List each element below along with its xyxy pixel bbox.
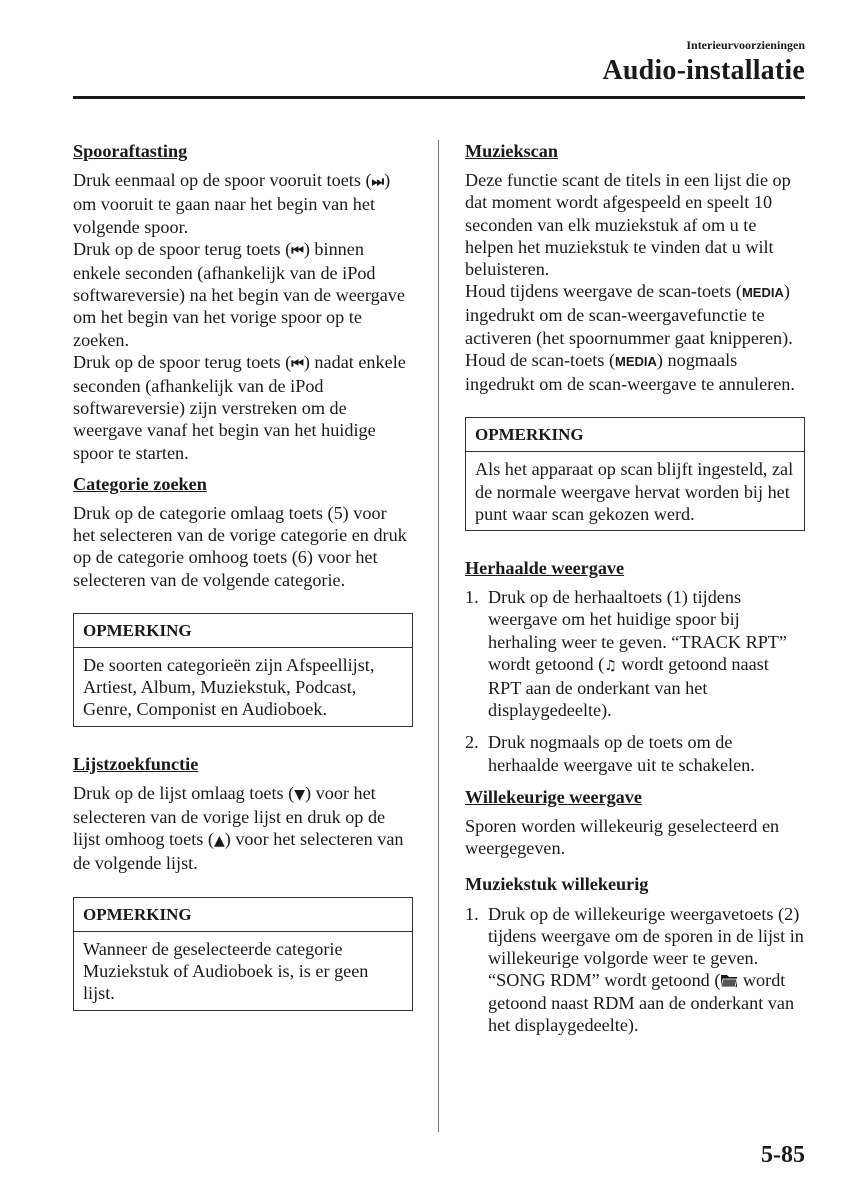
list-item: 2. Druk nogmaals op de toets om de herhaalde weergave uit te schakelen. — [465, 732, 755, 775]
paragraph: Sporen worden willekeurig geselecteerd en weergegeven. — [465, 816, 780, 859]
section-lijstzoekfunctie — [73, 753, 413, 875]
page-number: 5-85 — [761, 1142, 805, 1168]
paragraph: Druk op de lijst omlaag toets (▼) voor het selecteren van de vorige lijst en druk op de lijst omhoog toets (▲) voor het selecteren van de volgende lijst. — [73, 782, 404, 874]
note-title: OPMERKING — [74, 898, 412, 932]
heading-muziekscan: Muziekscan — [465, 141, 558, 161]
header-rule — [73, 96, 805, 99]
media-button-icon: MEDIA — [615, 353, 657, 369]
down-arrow-icon: ▼ — [294, 786, 306, 803]
section-muziekstuk-willekeurig — [465, 873, 805, 1035]
heading-herhaalde-weergave: Herhaalde weergave — [465, 558, 625, 579]
numbered-list — [465, 586, 805, 776]
heading-lijstzoekfunctie: Lijstzoekfunctie — [73, 753, 199, 774]
previous-track-icon: ⏮ — [291, 355, 304, 372]
left-column — [73, 140, 413, 1037]
heading-muziekstuk-willekeurig: Muziekstuk willekeurig — [465, 874, 649, 895]
heading-categorie-zoeken: Categorie zoeken — [73, 473, 207, 494]
section-name: Interieurvoorzieningen — [686, 38, 805, 52]
note-text: De soorten categorieën zijn Afspeellijst, Artiest, Album, Muziekstuk, Podcast, Genre, Componist en Audioboek. — [83, 655, 375, 720]
previous-track-icon: ⏮ — [291, 242, 304, 259]
section-willekeurige-weergave — [465, 786, 805, 860]
note-text: Wanneer de geselecteerde categorie Muziekstuk of Audioboek is, is er geen lijst. — [83, 938, 369, 1004]
paragraph: Druk eenmaal op de spoor vooruit toets (⏭) om vooruit te gaan naar het begin van het volgende spoor. — [73, 170, 391, 237]
page-title: Audio-installatie — [602, 55, 805, 86]
next-track-icon: ⏭ — [371, 174, 385, 191]
note-text: Als het apparaat op scan blijft ingesteld, zal de normale weergave hervat worden bij het punt waar scan gekozen werd. — [475, 459, 794, 524]
section-herhaalde-weergave — [465, 557, 805, 776]
column-divider — [438, 140, 439, 1132]
repeat-music-icon: ♫ — [604, 657, 617, 674]
list-item: 1. Druk op de willekeurige weergavetoets (2) tijdens weergave om de sporen in de lijst in willekeurige volgorde weer te geven. “SONG RDM” wordt getoond ( wordt getoond naast RDM aan de onderkant van het displaygedeelte). — [465, 903, 804, 1035]
section-muziekscan — [465, 140, 805, 395]
paragraph: Druk op de spoor terug toets (⏮) binnen enkele seconden (afhankelijk van de iPod softwareversie) na het begin van de weergave om het begin van het vorige spoor op te zoeken. — [73, 238, 405, 350]
heading-spooraftasting: Spooraftasting — [73, 141, 188, 161]
folder-icon — [720, 973, 738, 988]
note-title: OPMERKING — [466, 418, 804, 452]
paragraph: Druk op de spoor terug toets (⏮) nadat enkele seconden (afhankelijk van de iPod softwareversie) zijn verstreken om de weergave vanaf het begin van het huidige spoor te starten. — [73, 351, 406, 463]
note-box — [73, 613, 413, 727]
heading-willekeurige-weergave: Willekeurige weergave — [465, 786, 642, 807]
note-title: OPMERKING — [74, 614, 412, 648]
note-box — [73, 897, 413, 1011]
paragraph: Deze functie scant de titels in een lijst die op dat moment wordt afgespeeld en speelt 10 seconden van elk muziekstuk af om u te helpen het muziekstuk te vinden dat u wilt beluisteren. — [465, 170, 791, 280]
section-spooraftasting — [73, 140, 413, 464]
up-arrow-icon: ▲ — [213, 833, 225, 850]
right-column — [465, 140, 805, 1046]
note-box — [465, 417, 805, 531]
numbered-list — [465, 903, 805, 1036]
media-button-icon: MEDIA — [741, 285, 784, 301]
section-categorie-zoeken — [73, 473, 413, 591]
paragraph: Druk op de categorie omlaag toets (5) voor het selecteren van de vorige categorie en druk op de categorie omhoog toets (6) voor het selecteren van de volgende categorie. — [73, 503, 407, 590]
list-item: 1. Druk op de herhaaltoets (1) tijdens weergave om het huidige spoor bij herhaling weer te geven. “TRACK RPT” wordt getoond (♫ wordt getoond naast RPT aan de onderkant van het displaygedeelte). — [465, 587, 787, 721]
paragraph: Houd tijdens weergave de scan-toets (MEDIA) ingedrukt om de scan-weergavefunctie te activeren (het spoornummer gaat knipperen). Houd de scan-toets (MEDIA) nogmaals ingedrukt om de scan-weergave te annuleren. — [465, 281, 795, 395]
